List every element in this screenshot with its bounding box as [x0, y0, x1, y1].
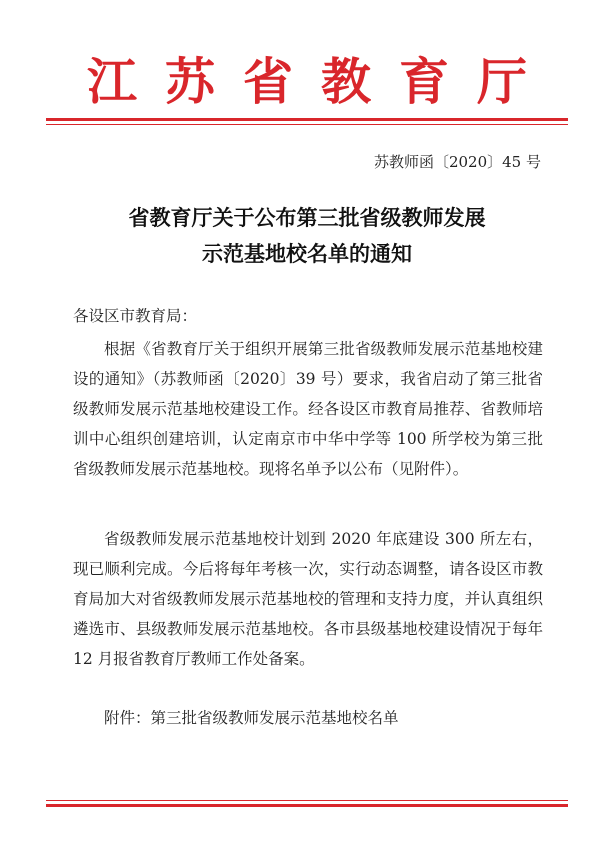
body-paragraph-2: 省级教师发展示范基地校计划到 2020 年底建设 300 所左右，现已顺利完成。今后将每年考核一次，实行动态调整，请各设区市教育局加大对省级教师发展示范基地校的管理和支持力度，并认真组织遴选市、县级教师发展示范基地校。各市县级基地校建设情况于每年 12 月报省教育厅教师工作处备案。 [73, 530, 543, 668]
salutation: 各设区市教育局： [73, 307, 198, 325]
body-paragraph-1: 根据《省教育厅关于组织开展第三批省级教师发展示范基地校建设的通知》（苏教师函〔2020〕39 号）要求，我省启动了第三批省级教师发展示范基地校建设工作。经各设区市教育局推荐、省教师培训中心组织创建培训，认定南京市中华中学等 100 所学校为第三批省级教师发展示范基地校。现将名单予以公布（见附件）。 [73, 340, 543, 478]
footer-divider-thick [46, 804, 568, 807]
attachment-line: 附件：第三批省级教师发展示范基地校名单 [104, 709, 399, 727]
document-number: 苏教师函〔2020〕45 号 [373, 153, 541, 171]
document-title [0, 200, 614, 272]
document-title-line-1: 省教育厅关于公布第三批省级教师发展 [128, 205, 486, 230]
footer-divider-thin [46, 800, 568, 801]
header-divider-thick [46, 118, 568, 121]
header-divider-thin [46, 124, 568, 125]
document-title-line-2: 示范基地校名单的通知 [202, 241, 412, 266]
agency-header-title: 江苏省教育厅 [87, 52, 555, 111]
